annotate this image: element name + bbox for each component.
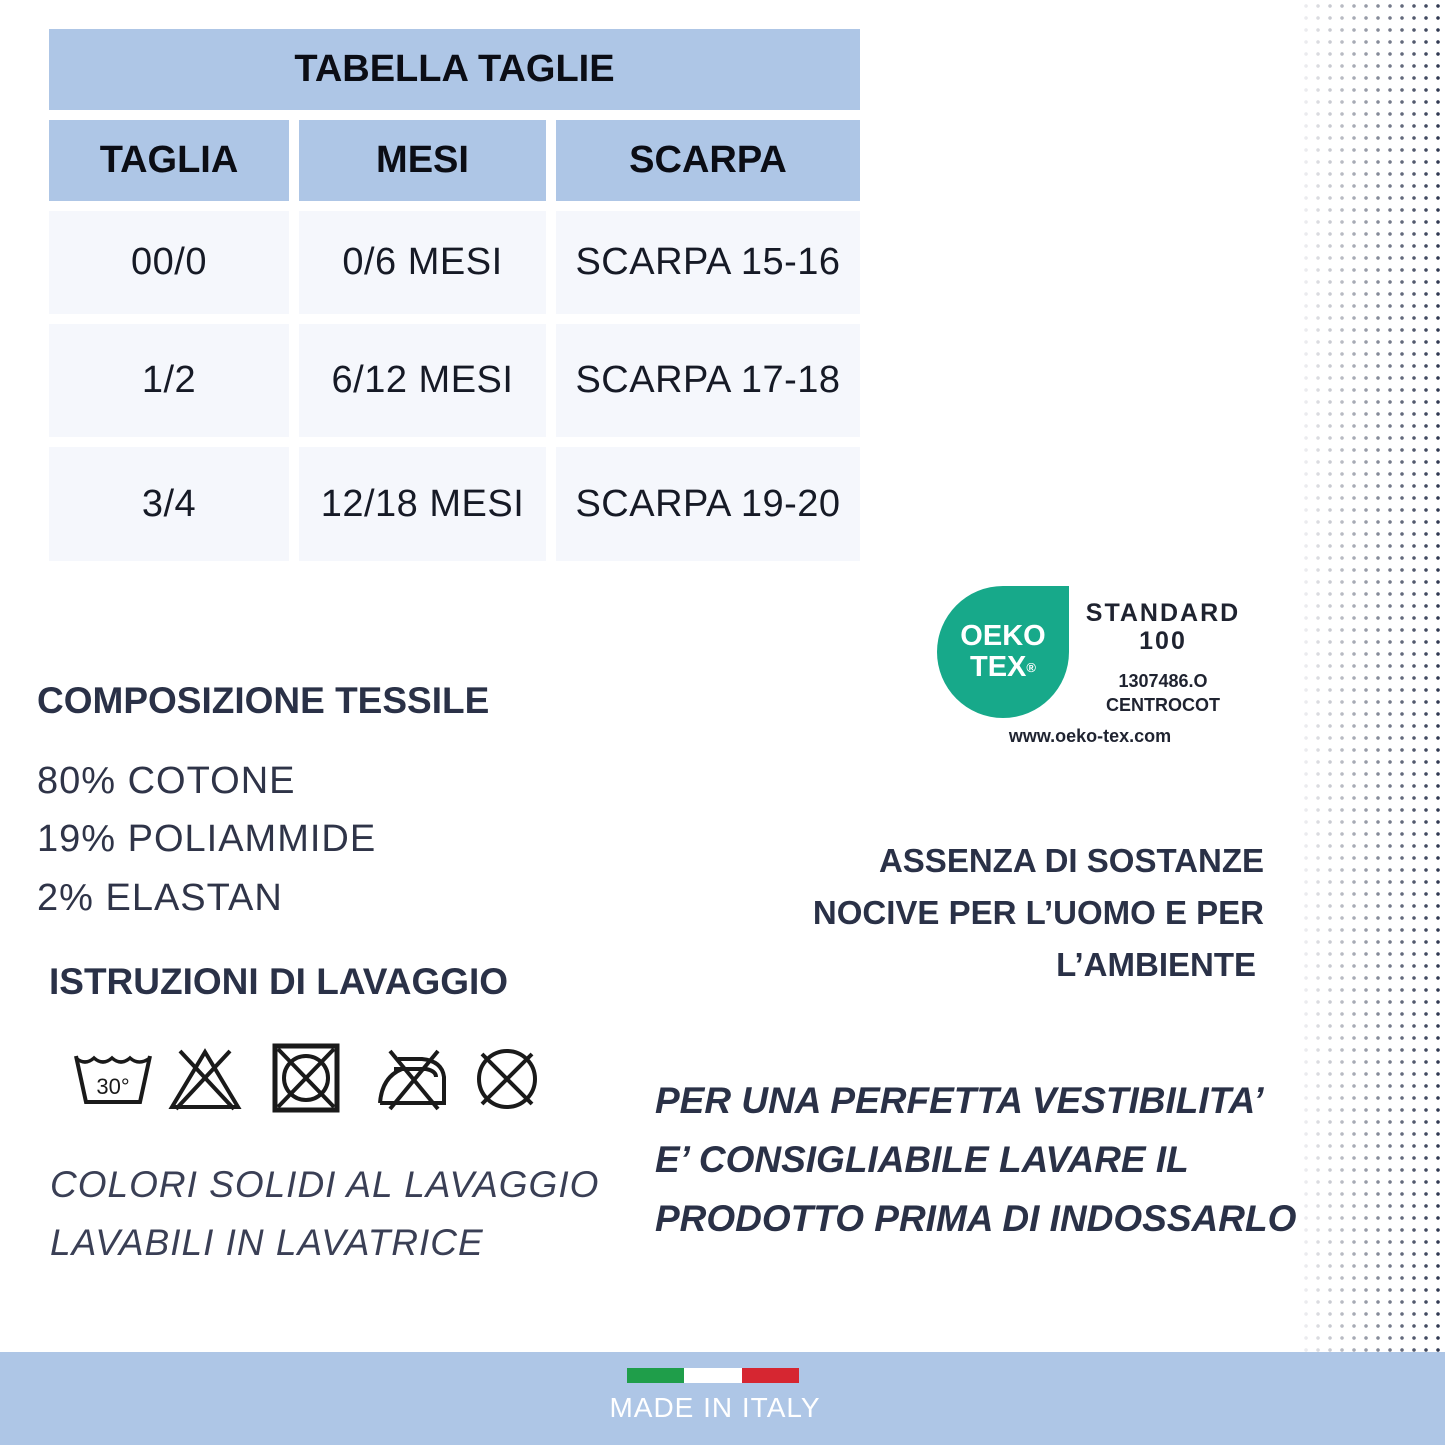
safety-text-line: ASSENZA DI SOSTANZE [878, 842, 1264, 879]
no-tumble-dry-icon [272, 1043, 340, 1113]
washing-note: COLORI SOLIDI AL LAVAGGIO [50, 1164, 600, 1205]
table-cell: SCARPA 15-16 [556, 211, 860, 314]
safety-text-line: L’AMBIENTE [1056, 946, 1256, 983]
made-in-italy-label: MADE IN ITALY [609, 1392, 821, 1423]
table-cell: 3/4 [49, 447, 289, 561]
fit-advice-line: PER UNA PERFETTA VESTIBILITA’ [655, 1080, 1264, 1121]
oeko-standard-label: STANDARD [1085, 599, 1241, 627]
fit-advice-line: E’ CONSIGLIABILE LAVARE IL [655, 1139, 1189, 1180]
composition-title: COMPOSIZIONE TESSILE [37, 680, 490, 721]
fit-advice-line: PRODOTTO PRIMA DI INDOSSARLO [655, 1198, 1297, 1239]
wash-30-icon [72, 1050, 154, 1108]
table-cell: 0/6 MESI [299, 211, 546, 314]
oeko-logo-line1: OEKO [960, 620, 1046, 652]
composition-line: 2% ELASTAN [37, 877, 283, 919]
safety-text-line: NOCIVE PER L’UOMO E PER [812, 894, 1264, 931]
column-header-mesi: MESI [299, 120, 546, 201]
oeko-standard-number: 100 [1139, 627, 1187, 655]
halftone-dots-decoration [1300, 0, 1445, 1352]
flag-red-stripe [742, 1368, 799, 1383]
flag-green-stripe [627, 1368, 684, 1383]
flag-white-stripe [684, 1368, 741, 1383]
table-cell: SCARPA 19-20 [556, 447, 860, 561]
table-cell: 1/2 [49, 324, 289, 437]
wash-temp-label: 30° [96, 1074, 130, 1099]
table-cell: 6/12 MESI [299, 324, 546, 437]
no-iron-icon [376, 1047, 448, 1111]
oeko-website: www.oeko-tex.com [1008, 726, 1172, 746]
oeko-institute: CENTROCOT [1106, 695, 1220, 715]
oeko-tex-logo [937, 586, 1069, 718]
italian-flag-icon [627, 1368, 799, 1383]
washing-note: LAVABILI IN LAVATRICE [50, 1222, 484, 1263]
table-title: TABELLA TAGLIE [49, 29, 860, 110]
composition-line: 19% POLIAMMIDE [37, 818, 377, 860]
no-dry-clean-icon [474, 1046, 540, 1112]
table-cell: 12/18 MESI [299, 447, 546, 561]
composition-line: 80% COTONE [37, 760, 296, 802]
table-cell: 00/0 [49, 211, 289, 314]
column-header-scarpa: SCARPA [556, 120, 860, 201]
column-header-taglia: TAGLIA [49, 120, 289, 201]
table-cell: SCARPA 17-18 [556, 324, 860, 437]
oeko-certificate-number: 1307486.O [1118, 671, 1208, 691]
no-bleach-icon [168, 1047, 242, 1111]
washing-title: ISTRUZIONI DI LAVAGGIO [49, 961, 509, 1002]
oeko-logo-line2: TEX® [970, 651, 1036, 683]
